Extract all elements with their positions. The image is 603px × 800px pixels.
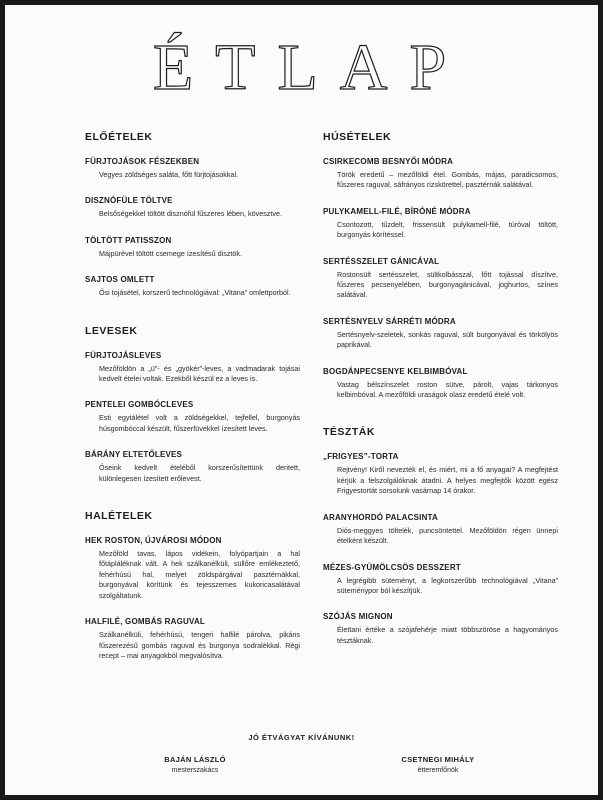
dish-description: Mezőföld tavas, lápos vidékein, folyópartjain a hal főtápláléknak vált. A hek szálkanélküli, süllőre emlékeztető, fehérhúsú hal, melyet zöldspárgával pasztérnákkal, burgonyával körítünk és tejesszemes kukoricasalátával szolgáltatunk. [99,549,300,600]
section-title: HÚSÉTELEK [323,131,392,143]
dish-description: Esti egytálétel volt a zöldségekkel, tejfellel, burgonyás húsgombóccal készült, fűszerfüvekkel ízesített leves. [99,413,300,433]
dish-name: „FRIGYES”-TORTA [323,452,399,462]
dish-item [323,367,558,401]
section-title: TÉSZTÁK [323,426,375,439]
section-eloetelek [85,131,300,299]
dish-item [85,157,300,180]
dish-name: SERTÉSSZELET GÁNICÁVAL [323,256,440,266]
dish-name: FÜRJTOJÁSLEVES [85,350,162,360]
dish-item [323,563,558,597]
dish-item [323,612,558,646]
dish-item [85,450,300,484]
dish-description: Diós-meggyes töltelék, puncsöntettel. Mezőföldön régen ünnepi ételként készült. [337,525,558,546]
dish-description: Csontozott, tűzdelt, frissensült pulykamell-filé, túróval töltött, burgonyás körítéssel. [337,219,558,240]
dish-item [323,157,558,191]
signature-manager [363,755,513,774]
dish-name: SERTÉSNYELV SÁRRÉTI MÓDRA [323,316,456,326]
dish-description: Ősi tojásétel, korszerű technológiával: „Vitana” omlettporból. [99,288,291,298]
dish-name: TÖLTÖTT PATISSZON [85,235,172,245]
dish-description: Szálkanélküli, fehérhúsú, tengeri halfilé párolva, pikáns fűszerezésű gombás raguval és burgonya sodralékkal. Régi recept – mai anyagokból megvalósítva. [99,630,300,660]
dish-name: MÉZES-GYÜMÖLCSÖS DESSZERT [323,562,461,572]
dish-item [85,236,300,259]
dish-item [85,275,300,298]
dish-description: Őseink kedvelt ételéből korszerűsítettünk deritett, különlegesen ízesített erőlevest. [99,463,300,483]
spacer [323,416,558,426]
dish-name: CSIRKECOMB BESNYŐI MÓDRA [323,157,454,166]
signature-role: étteremfőnök [417,767,459,774]
signature-name: BAJÁN LÁSZLÓ [164,755,226,764]
dish-name: ARANYHORDÓ PALACSINTA [323,512,439,522]
dish-item [323,452,558,496]
dish-description: Rejtvény! Kiről nevezték el, és miért, mi a fő anyagai? A megfejtést kérjük a felszolgálóknak átadni. A helyes megfejtők között egész Frigyestortát sorsolunk vasárnap 14 órakor. [337,465,558,496]
dish-name: DISZNÓFÜLE TÖLTVE [85,196,173,206]
dish-description: A legrégibb süteményt, a legkorszerűbb technológiával „Vitana” süteménypor ból készítjük. [337,575,558,595]
dish-item [323,257,558,301]
dish-description: Török eredetű – mezőföldi étel. Gombás, májas, paradicsomos, fűszeres raguval, sáfrányos rizskörettel, pasztérnák salátával. [337,170,558,190]
dish-item [323,317,558,351]
section-levesek [85,325,300,484]
dish-name: HEK ROSTON, ÚJVÁROSI MÓDON [85,536,222,546]
dish-name: BOGDÁNPECSENYE KELBIMBÓVAL [323,366,468,376]
spacer [85,500,300,510]
dish-item [85,536,300,601]
section-title: LEVESEK [85,324,138,337]
menu-page [5,5,598,795]
dish-description: Vastag bélszínszelet roston sütve, párolt, vajas tárkonyos kelbimbóval. A mezőföldi uraságok olasz eredetű ételé volt. [337,379,558,400]
dish-name: HALFILÉ, GOMBÁS RAGUVAL [85,617,206,627]
dish-item [85,196,300,219]
section-title: ELŐÉTELEK [85,131,153,143]
spacer [85,315,300,325]
left-column [85,131,300,677]
signature-role: mesterszakács [171,767,219,774]
dish-name: FÜRJTOJÁSOK FÉSZEKBEN [85,157,200,166]
footer-wish: JÓ ÉTVÁGYAT KÍVÁNUNK! [248,733,355,742]
dish-name: PENTELEI GOMBÓCLEVES [85,400,194,410]
dish-item [85,400,300,434]
dish-item [85,617,300,661]
dish-name: PULYKAMELL-FILÉ, BÍRÓNÉ MÓDRA [323,206,471,216]
page-title: ÉTLAP [152,31,469,104]
dish-item [323,207,558,241]
dish-name: SAJTOS OMLETT [85,275,155,285]
right-column [323,131,558,662]
section-title: HALÉTELEK [85,510,153,523]
signature-name: CSETNEGI MIHÁLY [401,755,475,764]
dish-name: BÁRÁNY ELTETŐLEVES [85,450,183,460]
section-husetelek [323,131,558,400]
dish-description: Májpürével töltött csemege ízesítésű disztök. [99,248,243,258]
dish-description: Sertésnyelv-szeletek, sonkás raguval, sült burgonyával és törkölyös paprikával. [337,329,558,350]
dish-item [323,513,558,547]
dish-description: Belsőségekkel töltött disznófül fűszeres lében, kövesztve. [99,209,282,219]
dish-description: Rostonsült sertésszelet, sültkolbásszal, főtt tojással díszítve, fűszeres pecsenyelében, burgonyagánicával, joghurtos, színes salátával. [337,269,558,300]
signature-chef [120,755,270,774]
dish-description: Mezőföldön a „ü”- és „gyökér”-leves, a vadmadarak tojásai kedvelt ételei voltak. Ezekből készül ez a leves is. [99,363,300,384]
section-tesztak [323,426,558,646]
dish-item [85,351,300,385]
section-haletelek [85,510,300,661]
dish-name: SZÓJÁS MIGNON [323,612,393,622]
dish-description: Vegyes zöldséges saláta, főtt fürjtojásokkal. [99,170,239,179]
dish-description: Élettani értéke a szójafehérje miatt többszöröse a hagyományos tésztáknak. [337,625,558,645]
